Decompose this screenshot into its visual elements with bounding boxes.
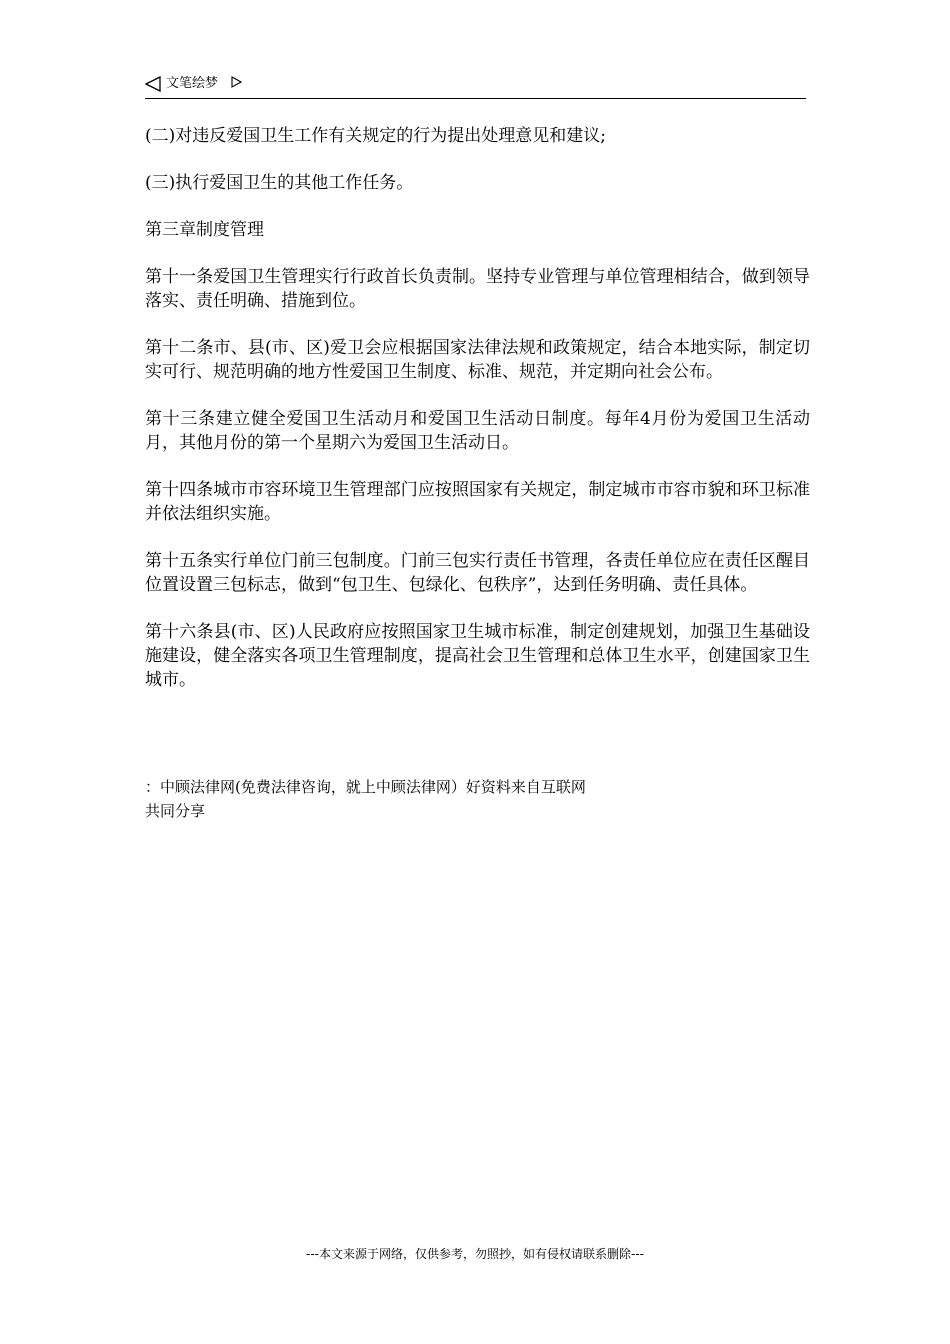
paragraph-1: (二)对违反爱国卫生工作有关规定的行为提出处理意见和建议; [145, 126, 606, 146]
source-line-2: 共同分享 [145, 802, 206, 820]
paragraph-2: (三)执行爱国卫生的其他工作任务。 [145, 173, 414, 193]
paragraph-article-11: 第十一条爱国卫生管理实行行政首长负责制。坚持专业管理与单位管理相结合，做到领导落实、责任明确、措施到位。 [145, 267, 810, 311]
chapter-heading: 第三章制度管理 [145, 220, 264, 240]
source-note [145, 775, 810, 823]
paragraph-article-16: 第十六条县(市、区)人民政府应按照国家卫生城市标准，制定创建规划，加强卫生基础设施建设，健全落实各项卫生管理制度，提高社会卫生管理和总体卫生水平，创建国家卫生城市。 [145, 622, 810, 690]
document-body [145, 124, 810, 715]
source-line-1: ：中顾法律网(免费法律咨询，就上中顾法律网）好资料来自互联网 [145, 778, 586, 796]
paragraph-article-15: 第十五条实行单位门前三包制度。门前三包实行责任书管理，各责任单位应在责任区醒目位置设置三包标志，做到“包卫生、包绿化、包秩序”，达到任务明确、责任具体。 [145, 551, 810, 595]
header-title: 文笔绘梦 [166, 76, 219, 91]
paragraph-article-12: 第十二条市、县(市、区)爱卫会应根据国家法律法规和政策规定，结合本地实际，制定切实可行、规范明确的地方性爱国卫生制度、标准、规范，并定期向社会公布。 [145, 338, 810, 382]
triangle-right-icon [231, 76, 242, 88]
page-header [145, 74, 806, 99]
page-footer: ---本文来源于网络，仅供参考，勿照抄，如有侵权请联系删除--- [306, 1247, 644, 1261]
paragraph-article-13: 第十三条建立健全爱国卫生活动月和爱国卫生活动日制度。每年4月份为爱国卫生活动月，其他月份的第一个星期六为爱国卫生活动日。 [145, 409, 810, 453]
triangle-left-icon [145, 76, 161, 92]
paragraph-article-14: 第十四条城市市容环境卫生管理部门应按照国家有关规定，制定城市市容市貌和环卫标准并依法组织实施。 [145, 480, 810, 524]
